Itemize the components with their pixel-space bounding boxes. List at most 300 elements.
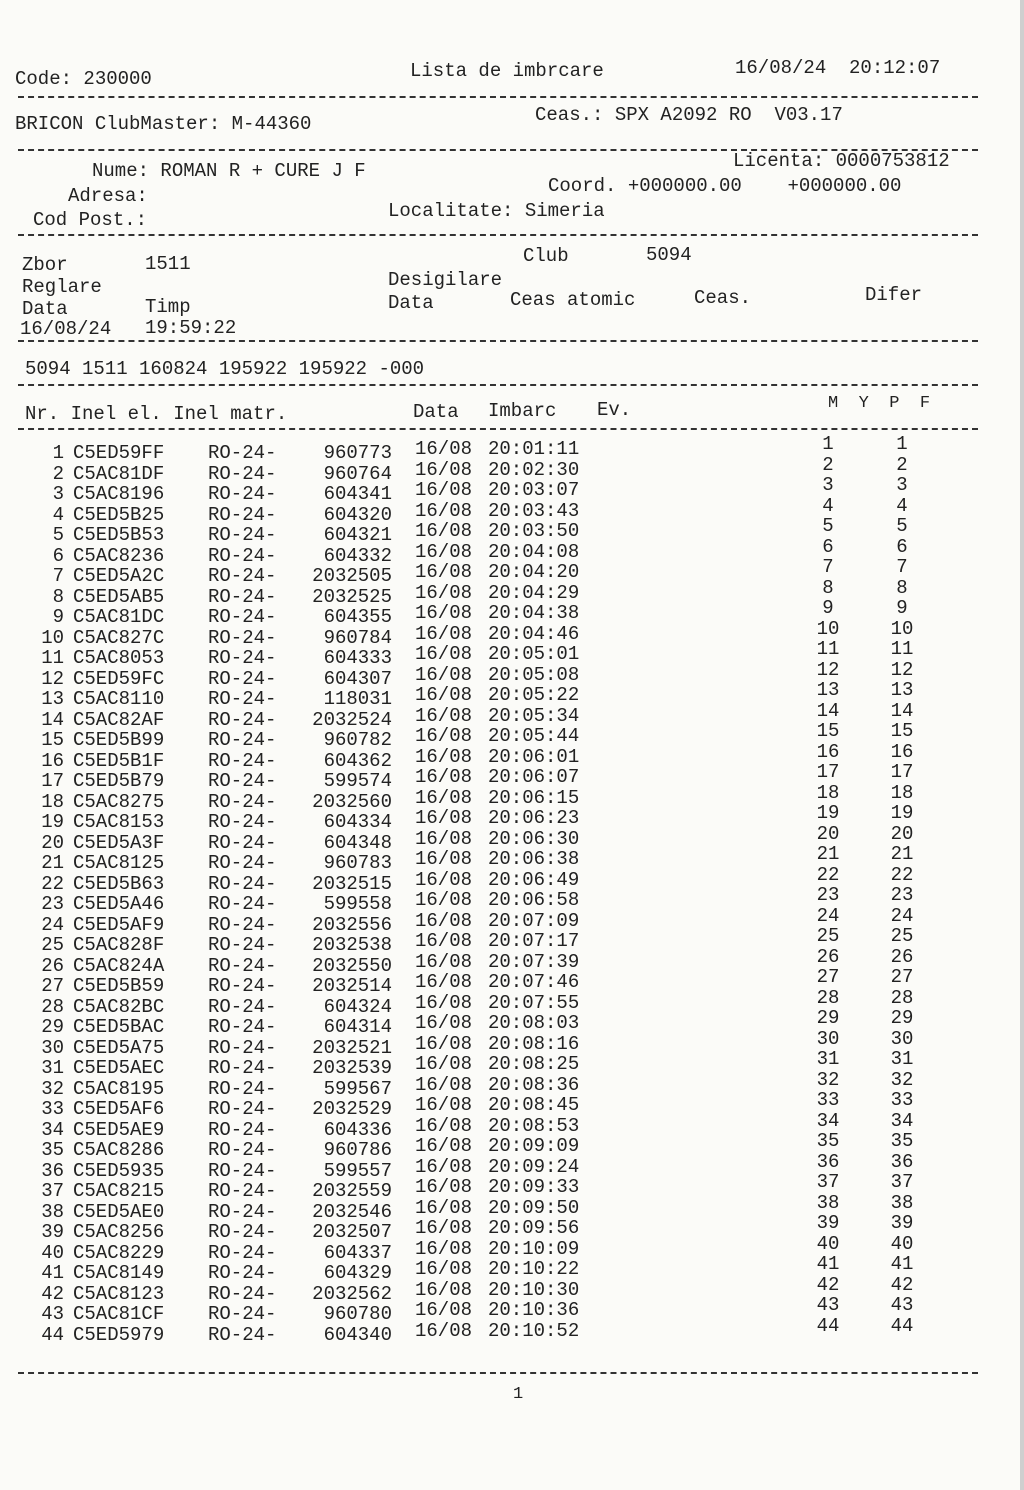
p-rank: 12	[890, 658, 914, 681]
arrival-date: 16/08	[415, 827, 473, 850]
ring-number: 960783	[323, 852, 392, 874]
electronic-ring: C5AC8275	[73, 790, 165, 813]
ring-prefix: RO-24-	[208, 852, 277, 874]
ring-prefix: RO-24-	[208, 647, 277, 669]
ring-number: 604329	[323, 1262, 392, 1284]
ring-prefix: RO-24-	[208, 503, 277, 526]
ring-number: 2032514	[312, 975, 392, 997]
m-rank: 6	[822, 535, 834, 558]
m-rank: 13	[816, 679, 840, 701]
arrival-date: 16/08	[415, 1217, 473, 1239]
arrival-date: 16/08	[415, 684, 473, 706]
arrival-date: 16/08	[415, 1299, 473, 1321]
ring-number: 604307	[323, 667, 392, 690]
p-rank: 7	[896, 556, 908, 578]
row-number: 12	[41, 667, 64, 690]
flight-label: Zbor	[22, 254, 68, 276]
arrival-time: 20:08:53	[488, 1114, 580, 1137]
ring-number: 960786	[323, 1139, 392, 1161]
m-rank: 32	[816, 1068, 840, 1091]
row-number: 41	[41, 1262, 64, 1284]
m-rank: 17	[816, 761, 840, 783]
electronic-ring: C5ED5A3F	[73, 831, 165, 854]
electronic-ring: C5ED5A75	[73, 1036, 165, 1059]
p-rank: 10	[890, 617, 914, 640]
ring-prefix: RO-24-	[208, 770, 277, 792]
arrival-time: 20:03:50	[488, 520, 580, 542]
row-number: 13	[41, 688, 64, 710]
p-rank: 2	[896, 453, 908, 476]
electronic-ring: C5ED5B1F	[73, 749, 165, 772]
arrival-date: 16/08	[415, 1032, 473, 1055]
ring-number: 2032521	[312, 1036, 392, 1059]
club-label: Club	[523, 245, 569, 267]
arrival-time: 20:07:17	[488, 930, 580, 952]
electronic-ring: C5AC824A	[73, 954, 165, 977]
divider	[18, 384, 978, 386]
ring-number: 604334	[323, 811, 392, 833]
ring-number: 604332	[323, 544, 392, 567]
row-number: 23	[41, 893, 64, 915]
ring-number: 2032529	[312, 1098, 392, 1120]
arrival-time: 20:06:49	[488, 868, 580, 891]
row-number: 7	[52, 565, 64, 587]
scan-edge	[1020, 0, 1024, 1490]
ring-number: 118031	[323, 688, 392, 710]
ring-number: 960764	[323, 462, 392, 485]
ring-prefix: RO-24-	[208, 1159, 277, 1182]
p-rank: 18	[890, 781, 914, 804]
ring-number: 604340	[323, 1323, 392, 1346]
divider	[18, 1372, 978, 1374]
electronic-ring: C5ED5B79	[73, 770, 165, 792]
arrival-date: 16/08	[415, 766, 473, 788]
row-number: 1	[52, 442, 64, 464]
row-number: 18	[41, 790, 64, 813]
arrival-date: 16/08	[415, 786, 473, 809]
arrival-time: 20:09:09	[488, 1135, 580, 1157]
ring-number: 960782	[323, 729, 392, 751]
electronic-ring: C5ED5B59	[73, 975, 165, 997]
p-rank: 33	[890, 1089, 914, 1111]
ring-number: 2032546	[312, 1200, 392, 1223]
reglare-date: 16/08/24	[20, 318, 112, 340]
arrival-time: 20:08:36	[488, 1073, 580, 1096]
document-title: Lista de imbrcare	[410, 60, 604, 82]
row-number: 40	[41, 1241, 64, 1264]
m-rank: 43	[816, 1294, 840, 1316]
m-rank: 3	[822, 474, 834, 496]
m-rank: 24	[816, 904, 840, 927]
arrival-date: 16/08	[415, 458, 473, 481]
ring-number: 2032556	[312, 913, 392, 936]
m-rank: 38	[816, 1191, 840, 1214]
electronic-ring: C5AC8196	[73, 483, 165, 505]
electronic-ring: C5AC8149	[73, 1262, 165, 1284]
arrival-time: 20:09:24	[488, 1155, 580, 1178]
electronic-ring: C5AC828F	[73, 934, 165, 956]
arrival-date: 16/08	[415, 663, 473, 686]
p-rank: 37	[890, 1171, 914, 1193]
p-rank: 17	[890, 761, 914, 783]
ring-prefix: RO-24-	[208, 934, 277, 956]
electronic-ring: C5AC8286	[73, 1139, 165, 1161]
column-header-date: Data	[413, 401, 459, 423]
desigilare-data-label: Data	[388, 292, 434, 314]
p-rank: 23	[890, 884, 914, 906]
m-rank: 21	[816, 843, 840, 865]
p-rank: 1	[896, 433, 908, 455]
p-rank: 32	[890, 1068, 914, 1091]
row-number: 33	[41, 1098, 64, 1120]
electronic-ring: C5AC8153	[73, 811, 165, 833]
arrival-time: 20:04:38	[488, 602, 580, 624]
row-number: 27	[41, 975, 64, 997]
arrival-time: 20:10:30	[488, 1278, 580, 1301]
ring-prefix: RO-24-	[208, 975, 277, 997]
ring-number: 2032562	[312, 1282, 392, 1305]
address-label: Adresa:	[68, 185, 148, 207]
arrival-date: 16/08	[415, 561, 473, 583]
electronic-ring: C5AC8229	[73, 1241, 165, 1264]
arrival-date: 16/08	[415, 1012, 473, 1034]
ring-number: 604314	[323, 1016, 392, 1038]
ring-prefix: RO-24-	[208, 442, 277, 464]
arrival-date: 16/08	[415, 909, 473, 932]
arrival-date: 16/08	[415, 971, 473, 993]
ring-number: 2032515	[312, 872, 392, 895]
ring-prefix: RO-24-	[208, 1016, 277, 1038]
arrival-date: 16/08	[415, 950, 473, 973]
divider	[18, 96, 978, 98]
arrival-time: 20:09:56	[488, 1217, 580, 1239]
p-rank: 40	[890, 1232, 914, 1255]
electronic-ring: C5AC8236	[73, 544, 165, 567]
row-number: 30	[41, 1036, 64, 1059]
arrival-date: 16/08	[415, 643, 473, 665]
arrival-time: 20:09:50	[488, 1196, 580, 1219]
row-number: 28	[41, 995, 64, 1018]
m-rank: 16	[816, 740, 840, 763]
p-rank: 14	[890, 699, 914, 722]
m-rank: 10	[816, 617, 840, 640]
ring-prefix: RO-24-	[208, 729, 277, 751]
electronic-ring: C5ED59FF	[73, 442, 165, 464]
ring-number: 599567	[323, 1077, 392, 1100]
arrival-date: 16/08	[415, 889, 473, 911]
reglare-time: 19:59:22	[145, 317, 237, 339]
electronic-ring: C5AC81DF	[73, 462, 165, 485]
p-rank: 20	[890, 822, 914, 845]
column-header-rings: Nr. Inel el. Inel matr.	[25, 403, 288, 425]
electronic-ring: C5ED5AE0	[73, 1200, 165, 1223]
arrival-time: 20:09:33	[488, 1176, 580, 1198]
arrival-time: 20:05:34	[488, 704, 580, 727]
m-rank: 34	[816, 1109, 840, 1132]
ring-prefix: RO-24-	[208, 565, 277, 587]
arrival-date: 16/08	[415, 602, 473, 624]
timp-label: Timp	[145, 296, 191, 318]
arrival-date: 16/08	[415, 1196, 473, 1219]
data-label: Data	[22, 298, 68, 320]
ring-number: 2032559	[312, 1180, 392, 1202]
ring-prefix: RO-24-	[208, 1098, 277, 1120]
arrival-date: 16/08	[415, 991, 473, 1014]
arrival-time: 20:08:25	[488, 1053, 580, 1075]
coordinates: Coord. +000000.00 +000000.00	[548, 175, 902, 197]
electronic-ring: C5ED5AF6	[73, 1098, 165, 1120]
row-number: 26	[41, 954, 64, 977]
ring-number: 960773	[323, 442, 392, 464]
arrival-time: 20:07:55	[488, 991, 580, 1014]
row-number: 38	[41, 1200, 64, 1223]
ring-prefix: RO-24-	[208, 872, 277, 895]
arrival-time: 20:08:45	[488, 1094, 580, 1116]
arrival-date: 16/08	[415, 1319, 473, 1342]
electronic-ring: C5ED5A46	[73, 893, 165, 915]
atomic-clock-label: Ceas atomic	[510, 289, 636, 311]
ring-prefix: RO-24-	[208, 1303, 277, 1325]
m-rank: 20	[816, 822, 840, 845]
arrival-time: 20:08:16	[488, 1032, 580, 1055]
ring-prefix: RO-24-	[208, 893, 277, 915]
ring-number: 604333	[323, 647, 392, 669]
arrival-time: 20:10:09	[488, 1237, 580, 1260]
ring-prefix: RO-24-	[208, 749, 277, 772]
divider	[18, 340, 978, 342]
p-rank: 24	[890, 904, 914, 927]
row-number: 43	[41, 1303, 64, 1325]
ring-prefix: RO-24-	[208, 1200, 277, 1223]
ring-number: 960784	[323, 626, 392, 649]
ring-number: 2032560	[312, 790, 392, 813]
ring-prefix: RO-24-	[208, 831, 277, 854]
arrival-date: 16/08	[415, 1278, 473, 1301]
arrival-time: 20:10:22	[488, 1258, 580, 1280]
m-rank: 5	[822, 515, 834, 537]
divider	[18, 234, 978, 236]
ring-number: 604337	[323, 1241, 392, 1264]
row-number: 22	[41, 872, 64, 895]
m-rank: 18	[816, 781, 840, 804]
m-rank: 8	[822, 576, 834, 599]
row-number: 16	[41, 749, 64, 772]
arrival-date: 16/08	[415, 540, 473, 563]
arrival-time: 20:05:01	[488, 643, 580, 665]
arrival-date: 16/08	[415, 1114, 473, 1137]
row-number: 17	[41, 770, 64, 792]
row-number: 24	[41, 913, 64, 936]
row-number: 36	[41, 1159, 64, 1182]
row-number: 31	[41, 1057, 64, 1079]
p-rank: 4	[896, 494, 908, 517]
electronic-ring: C5AC8110	[73, 688, 165, 710]
m-rank: 33	[816, 1089, 840, 1111]
arrival-time: 20:04:46	[488, 622, 580, 645]
code: Code: 230000	[15, 68, 152, 90]
electronic-ring: C5AC8125	[73, 852, 165, 874]
arrival-time: 20:04:29	[488, 581, 580, 604]
ring-prefix: RO-24-	[208, 1139, 277, 1161]
arrival-time: 20:04:20	[488, 561, 580, 583]
arrival-time: 20:05:22	[488, 684, 580, 706]
arrival-time: 20:06:58	[488, 889, 580, 911]
m-rank: 27	[816, 966, 840, 988]
m-rank: 23	[816, 884, 840, 906]
arrival-date: 16/08	[415, 1073, 473, 1096]
row-number: 34	[41, 1118, 64, 1141]
electronic-ring: C5AC8053	[73, 647, 165, 669]
arrival-date: 16/08	[415, 438, 473, 460]
row-number: 11	[41, 647, 64, 669]
p-rank: 15	[890, 720, 914, 742]
arrival-date: 16/08	[415, 622, 473, 645]
m-rank: 44	[816, 1314, 840, 1337]
p-rank: 35	[890, 1130, 914, 1152]
p-rank: 11	[890, 638, 914, 660]
arrival-time: 20:10:36	[488, 1299, 580, 1321]
p-rank: 9	[896, 597, 908, 619]
ring-prefix: RO-24-	[208, 462, 277, 485]
arrival-time: 20:08:03	[488, 1012, 580, 1034]
p-rank: 38	[890, 1191, 914, 1214]
arrival-date: 16/08	[415, 725, 473, 747]
ring-prefix: RO-24-	[208, 626, 277, 649]
m-rank: 42	[816, 1273, 840, 1296]
locality: Localitate: Simeria	[388, 200, 605, 222]
ring-prefix: RO-24-	[208, 544, 277, 567]
row-number: 8	[52, 585, 64, 608]
ring-number: 599558	[323, 893, 392, 915]
p-rank: 5	[896, 515, 908, 537]
row-number: 20	[41, 831, 64, 854]
ring-number: 604320	[323, 503, 392, 526]
arrival-time: 20:06:23	[488, 807, 580, 829]
ring-prefix: RO-24-	[208, 995, 277, 1018]
ring-prefix: RO-24-	[208, 688, 277, 710]
m-rank: 1	[822, 433, 834, 455]
row-number: 10	[41, 626, 64, 649]
arrival-date: 16/08	[415, 1053, 473, 1075]
desigilare-label: Desigilare	[388, 269, 503, 291]
clock-label: Ceas.	[694, 287, 752, 309]
electronic-ring: C5ED5935	[73, 1159, 165, 1182]
m-rank: 25	[816, 925, 840, 947]
ring-number: 604348	[323, 831, 392, 854]
electronic-ring: C5AC82BC	[73, 995, 165, 1018]
m-rank: 26	[816, 945, 840, 968]
p-rank: 19	[890, 802, 914, 824]
p-rank: 21	[890, 843, 914, 865]
arrival-time: 20:10:52	[488, 1319, 580, 1342]
p-rank: 39	[890, 1212, 914, 1234]
ring-prefix: RO-24-	[208, 606, 277, 628]
electronic-ring: C5AC8215	[73, 1180, 165, 1202]
ring-number: 2032505	[312, 565, 392, 587]
m-rank: 19	[816, 802, 840, 824]
ring-number: 2032539	[312, 1057, 392, 1079]
ring-prefix: RO-24-	[208, 708, 277, 731]
arrival-time: 20:01:11	[488, 438, 580, 460]
row-number: 4	[52, 503, 64, 526]
m-rank: 30	[816, 1027, 840, 1050]
flight-summary: 5094 1511 160824 195922 195922 -000	[25, 358, 425, 380]
row-number: 21	[41, 852, 64, 874]
arrival-time: 20:07:09	[488, 909, 580, 932]
m-rank: 2	[822, 453, 834, 476]
electronic-ring: C5AC827C	[73, 626, 165, 649]
p-rank: 34	[890, 1109, 914, 1132]
row-number: 15	[41, 729, 64, 751]
arrival-date: 16/08	[415, 930, 473, 952]
electronic-ring: C5ED5AB5	[73, 585, 165, 608]
row-number: 14	[41, 708, 64, 731]
arrival-time: 20:03:07	[488, 479, 580, 501]
electronic-ring: C5AC82AF	[73, 708, 165, 731]
ring-number: 604321	[323, 524, 392, 546]
m-rank: 14	[816, 699, 840, 722]
p-rank: 22	[890, 863, 914, 886]
m-rank: 28	[816, 986, 840, 1009]
clubmaster: BRICON ClubMaster: M-44360	[15, 113, 312, 135]
arrival-date: 16/08	[415, 1155, 473, 1178]
electronic-ring: C5ED5BAC	[73, 1016, 165, 1038]
column-header-myp: M Y P F	[828, 394, 931, 413]
m-rank: 40	[816, 1232, 840, 1255]
ring-number: 2032507	[312, 1221, 392, 1243]
p-rank: 30	[890, 1027, 914, 1050]
row-number: 25	[41, 934, 64, 956]
ring-number: 599574	[323, 770, 392, 792]
p-rank: 36	[890, 1150, 914, 1173]
arrival-date: 16/08	[415, 807, 473, 829]
ring-prefix: RO-24-	[208, 667, 277, 690]
arrival-date: 16/08	[415, 1094, 473, 1116]
electronic-ring: C5AC8195	[73, 1077, 165, 1100]
p-rank: 25	[890, 925, 914, 947]
row-number: 35	[41, 1139, 64, 1161]
row-number: 44	[41, 1323, 64, 1346]
m-rank: 11	[816, 638, 840, 660]
p-rank: 3	[896, 474, 908, 496]
ring-prefix: RO-24-	[208, 1282, 277, 1305]
ring-prefix: RO-24-	[208, 790, 277, 813]
p-rank: 16	[890, 740, 914, 763]
ring-prefix: RO-24-	[208, 1077, 277, 1100]
arrival-date: 16/08	[415, 1176, 473, 1198]
arrival-time: 20:06:01	[488, 745, 580, 768]
arrival-date: 16/08	[415, 1135, 473, 1157]
arrival-time: 20:07:39	[488, 950, 580, 973]
ring-prefix: RO-24-	[208, 913, 277, 936]
arrival-date: 16/08	[415, 520, 473, 542]
ring-number: 604355	[323, 606, 392, 628]
column-header-ev: Ev.	[597, 399, 632, 421]
ring-number: 599557	[323, 1159, 392, 1182]
arrival-time: 20:06:15	[488, 786, 580, 809]
arrival-time: 20:07:46	[488, 971, 580, 993]
p-rank: 42	[890, 1273, 914, 1296]
arrival-time: 20:05:08	[488, 663, 580, 686]
ring-prefix: RO-24-	[208, 1241, 277, 1264]
ring-number: 604336	[323, 1118, 392, 1141]
ring-prefix: RO-24-	[208, 1057, 277, 1079]
electronic-ring: C5ED5A2C	[73, 565, 165, 587]
m-rank: 9	[822, 597, 834, 619]
m-rank: 36	[816, 1150, 840, 1173]
arrival-date: 16/08	[415, 704, 473, 727]
ring-prefix: RO-24-	[208, 1323, 277, 1346]
